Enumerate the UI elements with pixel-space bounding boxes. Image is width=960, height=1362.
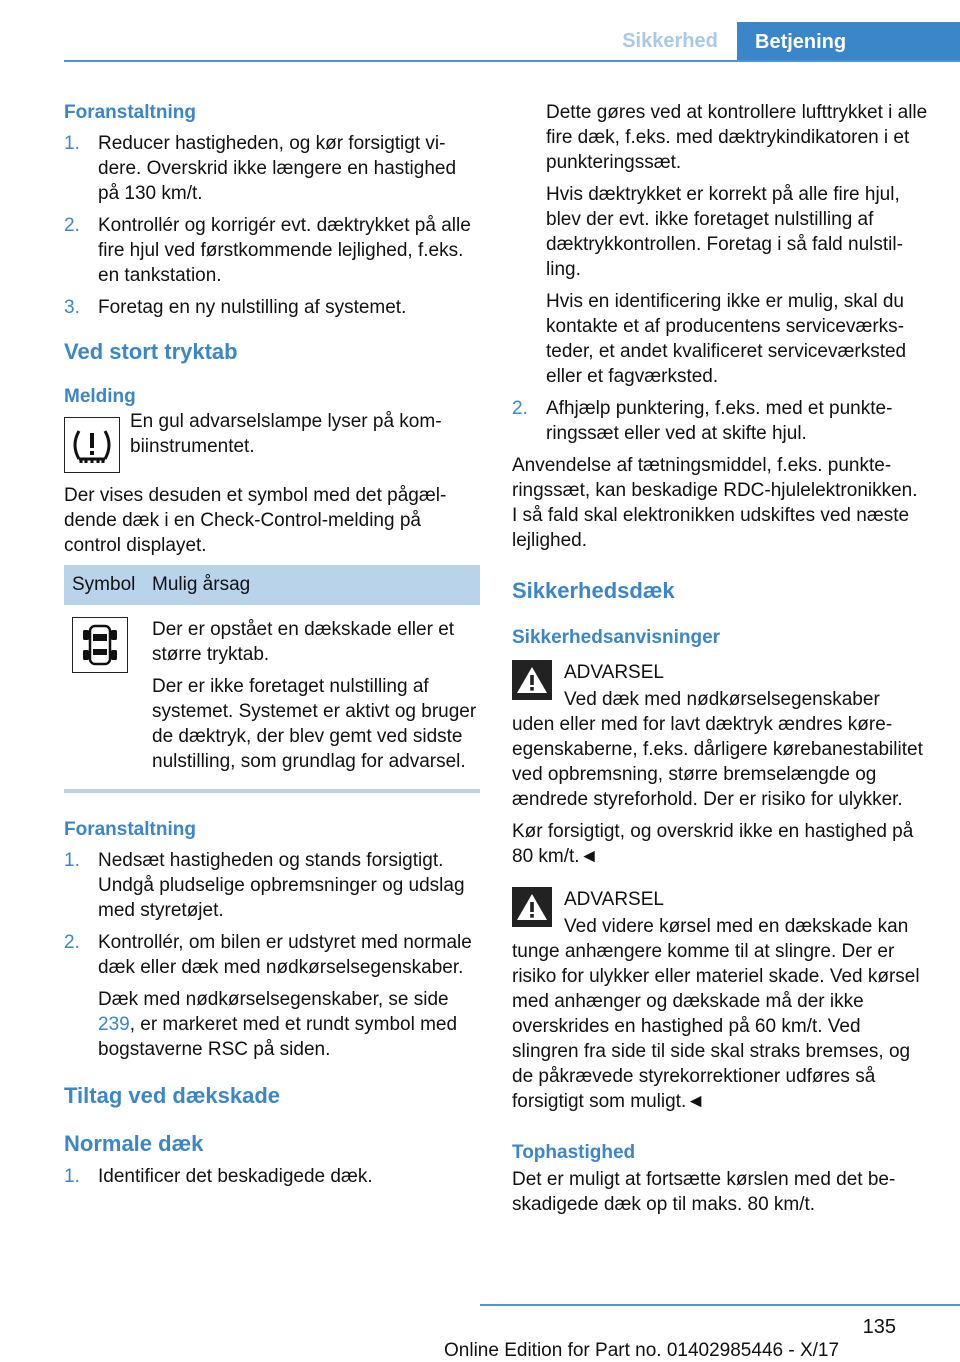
warning-text: tunge anhængere komme til at slingre. Der er risiko for ulykker eller materiel skade. Ved kørsel med anhænger og dækskade må der ikke overskrides en hastighed på 60 km/t. Ved slingren fra side til side skal straks bremses, og de påkrævede styrekorrektioner udføres så forsigtigt som muligt.◄ — [512, 941, 920, 1112]
paragraph: Hvis en identificering ikke er mulig, skal du kontakte et af producentens serviceværksteder, et andet kvalificeret serviceværksted eller et fagværksted. — [546, 291, 907, 387]
section-tab-sikkerhed[interactable]: Sikkerhed — [622, 29, 718, 52]
table-cell-cause: Der er ikke foretaget nulstilling af systemet. Systemet er aktivt og bruger de dæktryk, der blev gemt ved sidste nulstilling, som grundlag for advarsel. — [152, 676, 477, 772]
edition-text: Online Edition for Part no. 01402985446 - X/17 — [444, 1340, 840, 1361]
warning-triangle-icon — [512, 660, 552, 700]
warning-text: Ved dæk med nødkørselsegenskaber — [564, 689, 880, 710]
list-text: Identificer det beskadigede dæk. — [98, 1166, 373, 1187]
list-text: Reducer hastigheden, og kør forsigtigt videre. Overskrid ikke længere en hastighed på 130 km/t. — [98, 133, 457, 204]
table-cell-cause: Der er opstået en dækskade eller et større tryktab. — [152, 619, 455, 665]
list-item — [64, 930, 480, 1062]
left-column — [64, 100, 480, 1196]
heading-foranstaltning: Foranstaltning — [64, 819, 196, 840]
list-text: Nedsæt hastigheden og stands forsigtigt. Undgå pludselige opbremsninger og udslag med styretøjet. — [98, 850, 465, 921]
list-subtext: Dæk med nødkørselsegenskaber, se side 239, er markeret med et rundt symbol med bogstaverne RSC på siden. — [98, 989, 458, 1060]
section-tab-betjening[interactable]: Betjening — [737, 22, 960, 62]
paragraph: Der vises desuden et symbol med det pågældende dæk i en Check-Control-melding på control displayet. — [64, 485, 447, 556]
heading-melding: Melding — [64, 386, 136, 407]
page-header — [0, 0, 960, 62]
warning-block — [512, 660, 928, 869]
list-number: 1. — [64, 850, 80, 871]
list-item — [64, 1164, 480, 1189]
heading-ved-stort-tryktab: Ved stort tryktab — [64, 339, 238, 364]
warning-text: Kør forsigtigt, og overskrid ikke en hastighed på 80 km/t.◄ — [512, 821, 914, 867]
list-number: 2. — [512, 398, 528, 419]
table-header-cause: Mulig årsag — [152, 574, 251, 595]
list-text: Afhjælp punktering, f.eks. med et punkteringssæt eller ved at skifte hjul. — [546, 398, 893, 444]
warning-label: ADVARSEL — [564, 889, 664, 910]
paragraph: Dette gøres ved at kontrollere lufttrykket i alle fire dæk, f.eks. med dæktrykindikatoren i et punkteringssæt. — [546, 102, 928, 173]
warning-text: Ved videre kørsel med en dækskade kan — [564, 916, 909, 937]
list-item — [512, 396, 928, 446]
heading-tophastighed: Tophastighed — [512, 1142, 636, 1163]
symbol-table — [64, 565, 480, 793]
list-number: 1. — [64, 1166, 80, 1187]
list-item — [64, 213, 480, 288]
paragraph: Anvendelse af tætningsmiddel, f.eks. punkteringssæt, kan beskadige RDC-hjulelektronikken. I så fald skal elektronikken udskiftes ved næste lejlighed. — [512, 455, 918, 551]
list-text: Kontrollér, om bilen er udstyret med normale dæk eller dæk med nødkørselsegenskaber. — [98, 932, 472, 978]
warning-block — [512, 887, 928, 1114]
warning-text: uden eller med for lavt dæktryk ændres køreegenskaberne, f.eks. dårligere kørebanestabilitet ved opbremsning, større bremselængde og ændrede styreforhold. Der er risiko for ulykker. — [512, 714, 923, 810]
right-column — [512, 100, 928, 1224]
header-rule — [64, 60, 960, 62]
list-number: 1. — [64, 133, 80, 154]
table-header — [64, 565, 480, 605]
list-number: 2. — [64, 932, 80, 953]
list-number: 3. — [64, 297, 80, 318]
table-bottom-rule — [64, 789, 480, 793]
list-item — [64, 295, 480, 320]
page-number: 135 — [862, 1316, 896, 1338]
melding-text: En gul advarselslampe lyser på kombiinstrumentet. — [130, 411, 442, 457]
page-link-239[interactable]: 239 — [98, 1014, 130, 1035]
list-item — [64, 131, 480, 206]
heading-sikkerhedsdaek: Sikkerhedsdæk — [512, 578, 675, 603]
list-text: Kontrollér og korrigér evt. dæktrykket på alle fire hjul ved førstkommende lejlighed, f.eks. en tankstation. — [98, 215, 471, 286]
warning-label: ADVARSEL — [564, 662, 664, 683]
heading-foranstaltning: Foranstaltning — [64, 102, 196, 123]
list-item — [64, 848, 480, 923]
heading-sikkerhedsanvisninger: Sikkerhedsanvisninger — [512, 627, 721, 648]
list-text: Foretag en ny nulstilling af systemet. — [98, 297, 407, 318]
paragraph: Hvis dæktrykket er korrekt på alle fire hjul, blev der evt. ikke foretaget nulstilling af dæktrykkontrollen. Foretag i så fald nulstilling. — [546, 184, 903, 280]
paragraph: Det er muligt at fortsætte kørslen med det beskadigede dæk op til maks. 80 km/t. — [512, 1169, 896, 1215]
footer-rule — [480, 1304, 960, 1306]
melding-row — [64, 413, 480, 473]
tire-pressure-warning-icon — [64, 417, 120, 473]
table-header-symbol: Symbol — [72, 574, 136, 595]
heading-tiltag-ved-daekskade: Tiltag ved dækskade — [64, 1083, 281, 1108]
car-tires-icon — [72, 617, 128, 673]
list-number: 2. — [64, 215, 80, 236]
warning-triangle-icon — [512, 887, 552, 927]
table-row — [64, 605, 480, 781]
heading-normale-daek: Normale dæk — [64, 1131, 204, 1156]
